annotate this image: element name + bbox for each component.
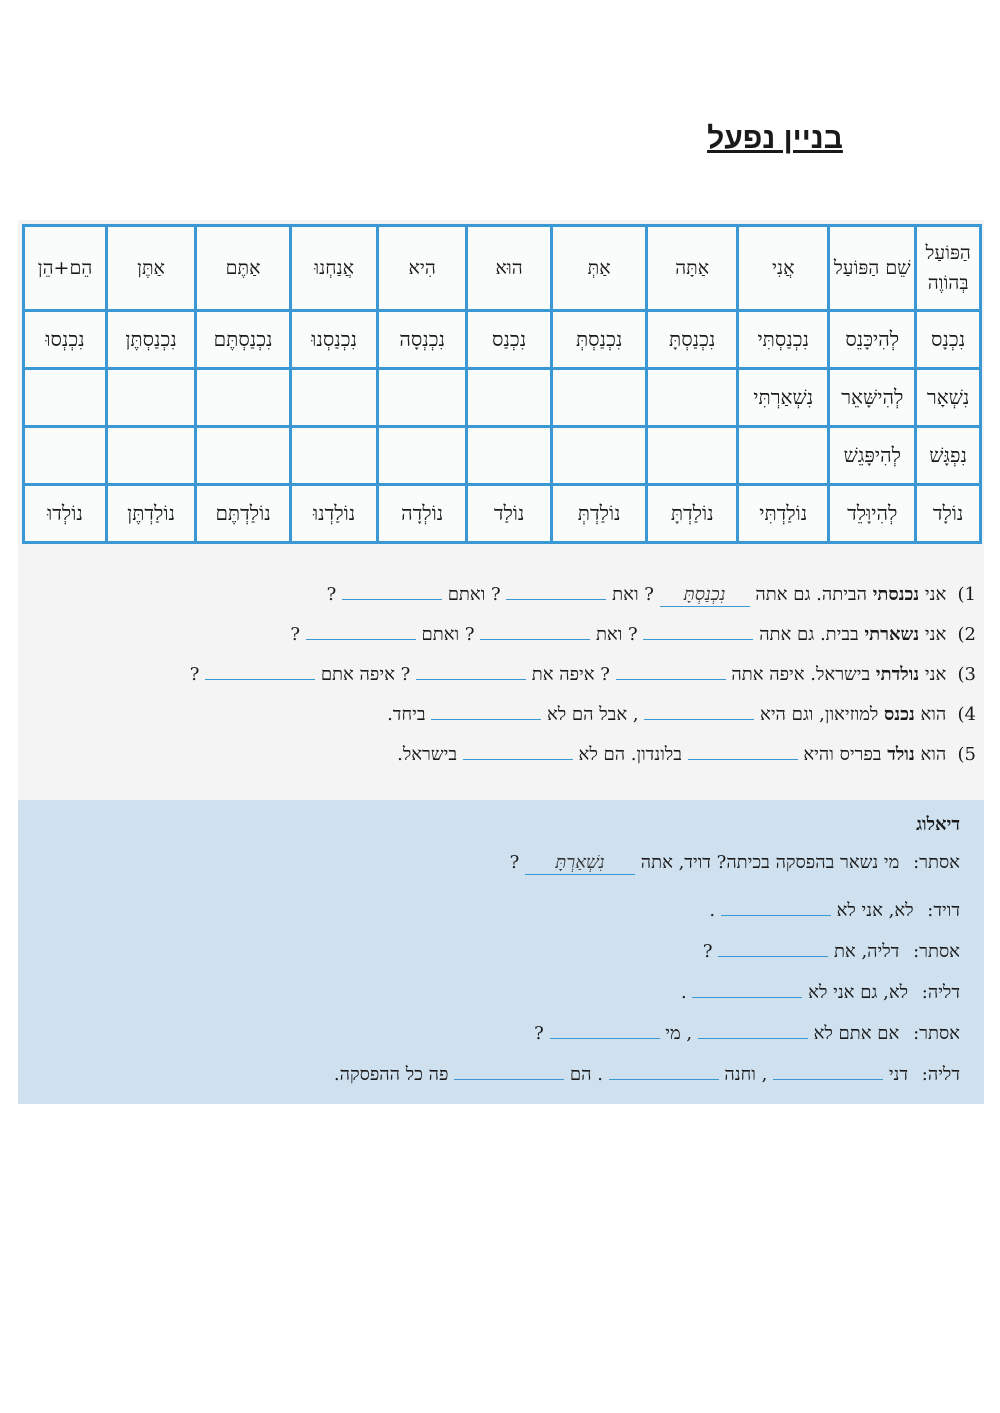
dialogue-line: [709, 893, 960, 929]
speaker-name: דליה:: [921, 982, 960, 1003]
table-cell: נוֹלַד: [467, 485, 552, 543]
exercise-number: 3): [957, 664, 976, 685]
dialogue-text: לא, גם אני לא: [808, 982, 909, 1003]
table-cell-blank[interactable]: [196, 369, 291, 427]
table-cell: נִכְנְסוּ: [24, 311, 107, 369]
exercise-text: ?: [189, 664, 200, 685]
answer-blank[interactable]: [205, 657, 315, 680]
answer-blank[interactable]: [431, 697, 541, 720]
table-cell-blank[interactable]: [291, 427, 378, 485]
answer-blank[interactable]: [773, 1057, 883, 1080]
answer-blank[interactable]: [644, 697, 754, 720]
table-row: [24, 369, 981, 427]
table-cell-blank[interactable]: [107, 427, 196, 485]
table-cell: נִכְנַסְתְּ: [552, 311, 647, 369]
dialogue-text: פה כל ההפסקה.: [333, 1064, 449, 1085]
table-cell: נוֹלַדְנוּ: [291, 485, 378, 543]
table-cell: נוֹלָד: [916, 485, 981, 543]
header-aten: אַתֶּן: [107, 226, 196, 311]
answer-blank[interactable]: [692, 975, 802, 998]
answer-blank[interactable]: [698, 1016, 808, 1039]
table-cell-blank[interactable]: [647, 427, 738, 485]
dialogue-text: .: [680, 982, 687, 1003]
dialogue-text: , וחנה: [724, 1064, 768, 1085]
exercise-text: בלונדון. הם לא: [578, 744, 682, 765]
header-atem: אַתֶּם: [196, 226, 291, 311]
exercise-text: ביחד.: [387, 704, 426, 725]
table-cell: לְהִיפָּגֵשׁ: [829, 427, 916, 485]
exercise-text: ? איפה אתם: [320, 664, 411, 685]
exercise-text: ? ואת: [612, 584, 654, 605]
table-cell-blank[interactable]: [552, 427, 647, 485]
table-cell-blank[interactable]: [467, 369, 552, 427]
answer-blank[interactable]: [616, 657, 726, 680]
exercise-4: [28, 697, 976, 737]
conjugation-table: [22, 224, 982, 544]
table-cell: לְהִישָּׁאֵר: [829, 369, 916, 427]
answer-blank[interactable]: [718, 934, 828, 957]
table-cell: נִשְׁאָר: [916, 369, 981, 427]
speaker-name: אסתר:: [913, 941, 960, 962]
dialogue-text: ?: [534, 1023, 544, 1044]
exercise-number: 5): [957, 744, 976, 765]
exercise-text: בבית. גם אתה: [759, 624, 859, 645]
header-ata: אַתָּה: [647, 226, 738, 311]
dialogue-text: לא, אני לא: [836, 900, 914, 921]
table-cell: נִכְנַסְתֶּן: [107, 311, 196, 369]
exercise-2: [28, 617, 976, 657]
answer-blank[interactable]: [306, 617, 416, 640]
exercise-text: ? ואתם: [447, 584, 501, 605]
answer-blank[interactable]: [609, 1057, 719, 1080]
answer-blank[interactable]: [342, 577, 442, 600]
header-anachnu: אֲנַחְנוּ: [291, 226, 378, 311]
table-cell: נִכְנַסְתִּי: [738, 311, 829, 369]
answer-blank[interactable]: [506, 577, 606, 600]
exercise-number: 1): [957, 584, 976, 605]
table-cell: נִשְׁאַרְתִּי: [738, 369, 829, 427]
exercise-number: 2): [957, 624, 976, 645]
table-cell-blank[interactable]: [552, 369, 647, 427]
exercise-text: אני: [924, 624, 947, 645]
page-title: בניין נפעל: [707, 122, 843, 155]
table-cell: נִכְנַסְתֶּם: [196, 311, 291, 369]
dialogue-line: [510, 852, 960, 888]
header-ani: אֲנִי: [738, 226, 829, 311]
header-hi: הִיא: [378, 226, 467, 311]
answer-blank[interactable]: [688, 737, 798, 760]
exercise-text: ? ואת: [595, 624, 638, 645]
table-cell-blank[interactable]: [647, 369, 738, 427]
exercise-text: בפריס והיא: [803, 744, 882, 765]
table-cell: נוֹלְדוּ: [24, 485, 107, 543]
dialogue-text: אם אתם לא: [813, 1023, 900, 1044]
table-cell: נוֹלַדְתֶּם: [196, 485, 291, 543]
speaker-name: אסתר:: [913, 1023, 960, 1044]
answer-blank[interactable]: [721, 893, 831, 916]
answer-blank[interactable]: [550, 1016, 660, 1039]
exercise-text: בישראל. איפה אתה: [731, 664, 871, 685]
table-cell: נוֹלְדָה: [378, 485, 467, 543]
table-cell: נִכְנַס: [467, 311, 552, 369]
table-cell: לְהִיכָּנֵס: [829, 311, 916, 369]
answer-blank[interactable]: [454, 1057, 564, 1080]
table-cell-blank[interactable]: [738, 427, 829, 485]
table-cell: לְהִיוָּלֵד: [829, 485, 916, 543]
dialogue-line: [334, 1057, 960, 1093]
table-cell-blank[interactable]: [467, 427, 552, 485]
table-cell-blank[interactable]: [291, 369, 378, 427]
table-cell-blank[interactable]: [196, 427, 291, 485]
answer-blank[interactable]: [416, 657, 526, 680]
speaker-name: דויד:: [927, 900, 960, 921]
header-hem-hen: הֵם+הֵן: [24, 226, 107, 311]
table-cell-blank[interactable]: [378, 427, 467, 485]
header-at: אַתְּ: [552, 226, 647, 311]
dialogue-text: דליה, את: [833, 941, 900, 962]
exercise-text: ?: [290, 624, 301, 645]
table-cell-blank[interactable]: [24, 369, 107, 427]
exercise-text: בישראל.: [397, 744, 458, 765]
table-cell-blank[interactable]: [24, 427, 107, 485]
dialogue-section: [18, 800, 984, 1104]
table-header-row: [24, 226, 981, 311]
exercise-verb: נכנס: [884, 704, 915, 725]
exercise-text: ?: [326, 584, 337, 605]
dialogue-text: , מי: [665, 1023, 693, 1044]
table-cell: נוֹלַדְתְּ: [552, 485, 647, 543]
exercise-verb: נכנסתי: [872, 584, 920, 605]
exercise-text: למוזיאון, וגם היא: [760, 704, 879, 725]
dialogue-text: .: [709, 900, 716, 921]
table-cell: נִכְנַסְתָּ: [647, 311, 738, 369]
worksheet: [18, 220, 984, 1104]
table-cell: נוֹלַדְתִּי: [738, 485, 829, 543]
exercise-text: , אבל הם לא: [546, 704, 639, 725]
exercise-verb: נשארתי: [864, 624, 920, 645]
table-cell: נוֹלַדְתָּ: [647, 485, 738, 543]
table-cell: נִפְגָּשׁ: [916, 427, 981, 485]
header-hu: הוּא: [467, 226, 552, 311]
answer-blank[interactable]: [643, 617, 753, 640]
exercise-text: אני: [924, 584, 947, 605]
exercise-text: ? ואתם: [421, 624, 475, 645]
exercise-text: הוא: [920, 704, 947, 725]
dialogue-line: [534, 1016, 960, 1052]
answer-blank[interactable]: נִשְׁאַרְתָּ: [525, 852, 635, 875]
table-cell: נוֹלַדְתֶּן: [107, 485, 196, 543]
answer-blank[interactable]: [463, 737, 573, 760]
dialogue-text: דני: [888, 1064, 909, 1085]
speaker-name: אסתר:: [913, 852, 960, 873]
exercise-verb: נולד: [887, 744, 915, 765]
exercise-number: 4): [957, 704, 976, 725]
exercise-text: הוא: [920, 744, 947, 765]
header-infinitive: שֵׁם הַפּוֹעַל: [829, 226, 916, 311]
table-row: [24, 427, 981, 485]
exercise-5: [28, 737, 976, 777]
dialogue-line: [703, 934, 960, 970]
table-cell-blank[interactable]: [107, 369, 196, 427]
speaker-name: דליה:: [921, 1064, 960, 1085]
table-cell: נִכְנַסְנוּ: [291, 311, 378, 369]
table-cell: נִכְנְסָה: [378, 311, 467, 369]
exercise-text: ? איפה את: [531, 664, 610, 685]
dialogue-title: דיאלוג: [916, 814, 960, 835]
answer-blank[interactable]: נִכְנַסְתָּ: [660, 584, 750, 607]
dialogue-text: ?: [509, 852, 520, 873]
table-row: [24, 485, 981, 543]
table-cell: נִכְנָס: [916, 311, 981, 369]
exercise-3: [28, 657, 976, 697]
exercise-text: אני: [924, 664, 947, 685]
exercise-text: הביתה. גם אתה: [755, 584, 867, 605]
answer-blank[interactable]: [480, 617, 590, 640]
table-row: [24, 311, 981, 369]
dialogue-line: [681, 975, 960, 1011]
dialogue-text: ?: [702, 941, 713, 962]
exercise-1: [28, 577, 976, 617]
exercise-verb: נולדתי: [875, 664, 920, 685]
header-present: הַפּוֹעַל בְּהוֹוֶה: [916, 226, 981, 311]
dialogue-text: מי נשאר בהפסקה בכיתה? דויד, אתה: [640, 852, 900, 873]
dialogue-text: . הם: [569, 1064, 603, 1085]
table-cell-blank[interactable]: [378, 369, 467, 427]
